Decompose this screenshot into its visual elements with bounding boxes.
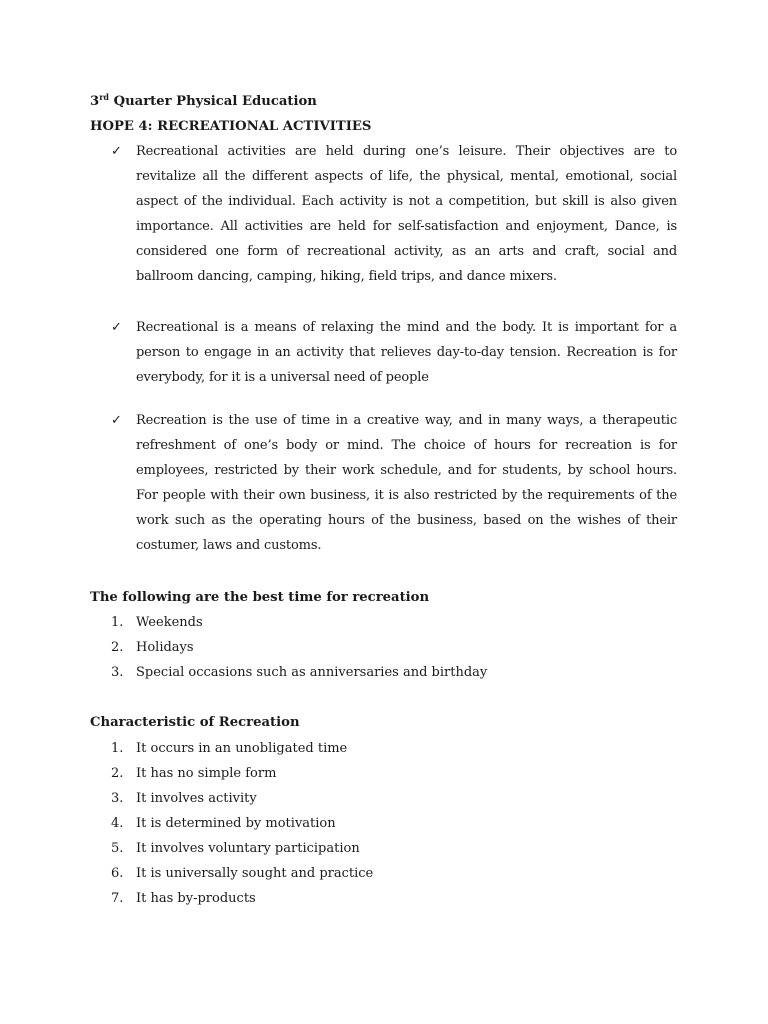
best-time-list	[111, 610, 487, 685]
check-icon: ✓	[111, 144, 122, 159]
bullet-item	[111, 139, 677, 289]
bullet-item	[111, 315, 677, 390]
list-number: 4.	[111, 816, 124, 831]
best-time-heading: The following are the best time for recreation	[90, 590, 430, 605]
check-icon: ✓	[111, 413, 122, 428]
list-text: It involves activity	[136, 791, 257, 806]
quarter-title-text: Quarter Physical Education	[109, 94, 317, 109]
list-item	[111, 886, 373, 911]
list-text: It involves voluntary participation	[136, 841, 360, 856]
list-text: It occurs in an unobligated time	[136, 741, 348, 756]
quarter-ordinal: 3	[90, 94, 100, 109]
list-text: It is determined by motivation	[136, 816, 336, 831]
list-number: 1.	[111, 615, 124, 630]
list-number: 7.	[111, 891, 124, 906]
quarter-ordinal-suffix: rd	[99, 92, 109, 102]
list-number: 3.	[111, 791, 124, 806]
list-text: It has no simple form	[136, 766, 277, 781]
list-number: 2.	[111, 640, 124, 655]
list-item	[111, 635, 487, 660]
list-text: It has by-products	[136, 891, 256, 906]
bullet-text: Recreational is a means of relaxing the mind and the body. It is important for a person to engage in an activity that relieves day-to-day tension. Recreation is for everybody, for it is a universal need of people	[136, 320, 677, 385]
list-text: Holidays	[136, 640, 194, 655]
list-item	[111, 660, 487, 685]
bullet-item	[111, 408, 677, 558]
list-text: It is universally sought and practice	[136, 866, 374, 881]
list-text: Special occasions such as anniversaries and birthday	[136, 665, 488, 680]
list-item	[111, 811, 373, 836]
hope-title: HOPE 4: RECREATIONAL ACTIVITIES	[90, 119, 372, 134]
quarter-title	[90, 93, 317, 111]
list-item	[111, 610, 487, 635]
list-text: Weekends	[136, 615, 203, 630]
list-item	[111, 736, 373, 761]
list-number: 2.	[111, 766, 124, 781]
characteristics-list	[111, 736, 373, 911]
characteristics-heading: Characteristic of Recreation	[90, 715, 300, 730]
list-number: 5.	[111, 841, 124, 856]
bullet-text: Recreational activities are held during one’s leisure. Their objectives are to revitalize all the different aspects of life, the physical, mental, emotional, social aspect of the individual. Each activity is not a competition, but skill is also given importance. All activities are held for self-satisfaction and enjoyment, Dance, is considered one form of recreational activity, as an arts and craft, social and ballroom dancing, camping, hiking, field trips, and dance mixers.	[136, 144, 677, 284]
bullet-text: Recreation is the use of time in a creative way, and in many ways, a therapeutic refreshment of one’s body or mind. The choice of hours for recreation is for employees, restricted by their work schedule, and for students, by school hours. For people with their own business, it is also restricted by the requirements of the work such as the operating hours of the business, based on the wishes of their costumer, laws and customs.	[136, 413, 677, 553]
list-item	[111, 761, 373, 786]
list-item	[111, 836, 373, 861]
list-item	[111, 786, 373, 811]
list-number: 6.	[111, 866, 124, 881]
list-item	[111, 861, 373, 886]
list-number: 3.	[111, 665, 124, 680]
list-number: 1.	[111, 741, 124, 756]
check-icon: ✓	[111, 320, 122, 335]
